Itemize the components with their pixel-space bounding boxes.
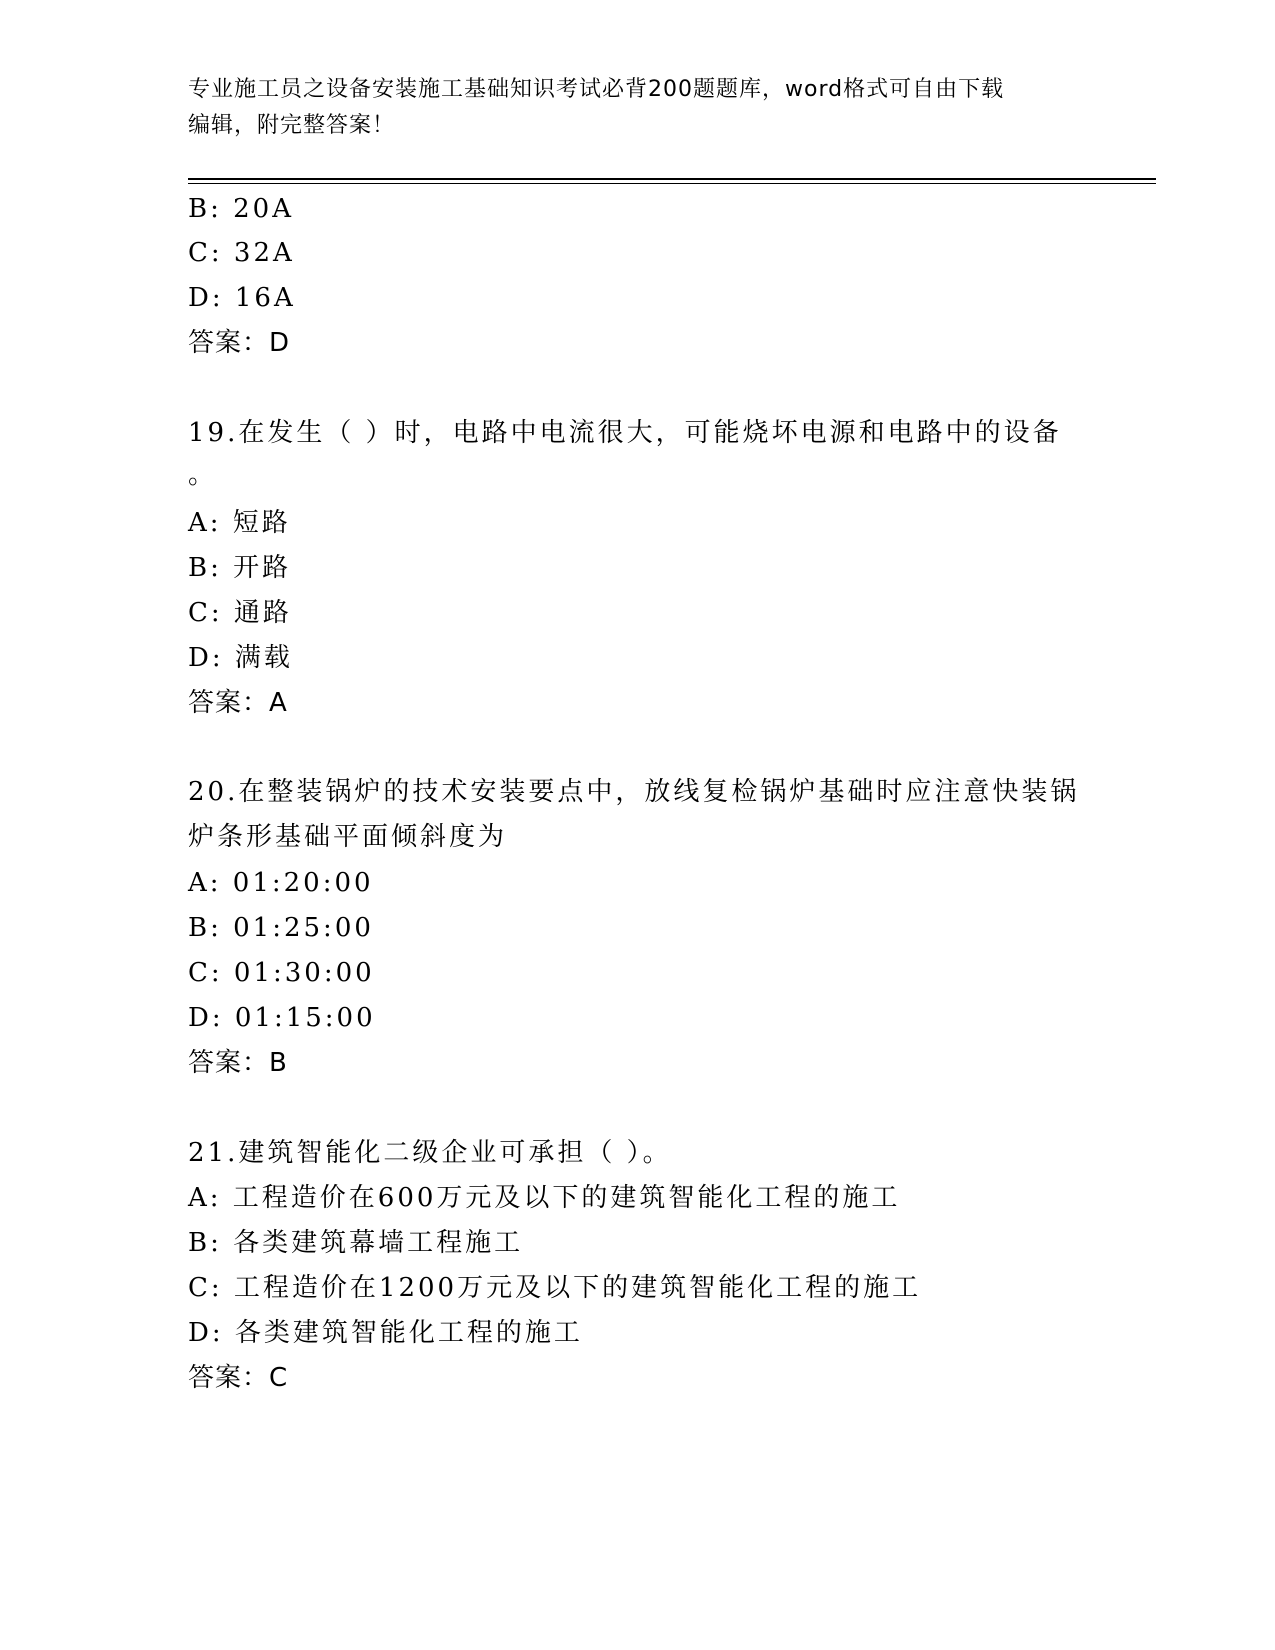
header-divider-thick	[188, 178, 1156, 180]
q18-option-c: C: 32A	[188, 238, 295, 268]
q20-answer: 答案：B	[188, 1048, 288, 1078]
q18-answer: 答案：D	[188, 328, 291, 358]
q20-option-c: C: 01:30:00	[188, 958, 375, 988]
q21-option-a: A: 工程造价在600万元及以下的建筑智能化工程的施工	[188, 1183, 901, 1213]
q19-answer: 答案：A	[188, 688, 288, 718]
q21-stem-line-1: 21.建筑智能化二级企业可承担（ ）。	[188, 1138, 672, 1168]
q20-stem-line-1: 20.在整装锅炉的技术安装要点中，放线复检锅炉基础时应注意快装锅	[188, 777, 1080, 807]
q18-option-d: D: 16A	[188, 283, 296, 313]
q20-option-d: D: 01:15:00	[188, 1003, 376, 1033]
q21-answer: 答案：C	[188, 1363, 289, 1393]
q20-option-b: B: 01:25:00	[188, 913, 374, 943]
q21-option-d: D: 各类建筑智能化工程的施工	[188, 1318, 583, 1348]
q18-option-b: B: 20A	[188, 194, 294, 224]
q19-option-a: A: 短路	[188, 508, 291, 538]
q19-stem-line-1: 19.在发生（ ）时，电路中电流很大，可能烧坏电源和电路中的设备	[188, 418, 1062, 448]
q19-stem-line-2: 。	[188, 460, 218, 490]
q21-option-c: C: 工程造价在1200万元及以下的建筑智能化工程的施工	[188, 1273, 922, 1303]
q19-option-c: C: 通路	[188, 598, 292, 628]
document-header	[188, 72, 1088, 144]
q21-option-b: B: 各类建筑幕墙工程施工	[188, 1228, 524, 1258]
q19-option-d: D: 满载	[188, 643, 293, 673]
header-title-line-2: 编辑，附完整答案！	[188, 113, 396, 138]
q19-option-b: B: 开路	[188, 553, 292, 583]
header-divider-thin	[188, 183, 1156, 184]
q20-option-a: A: 01:20:00	[188, 868, 374, 898]
header-title-line-1: 专业施工员之设备安装施工基础知识考试必背200题题库，word格式可自由下载	[188, 77, 1005, 102]
q20-stem-line-2: 炉条形基础平面倾斜度为	[188, 822, 508, 852]
